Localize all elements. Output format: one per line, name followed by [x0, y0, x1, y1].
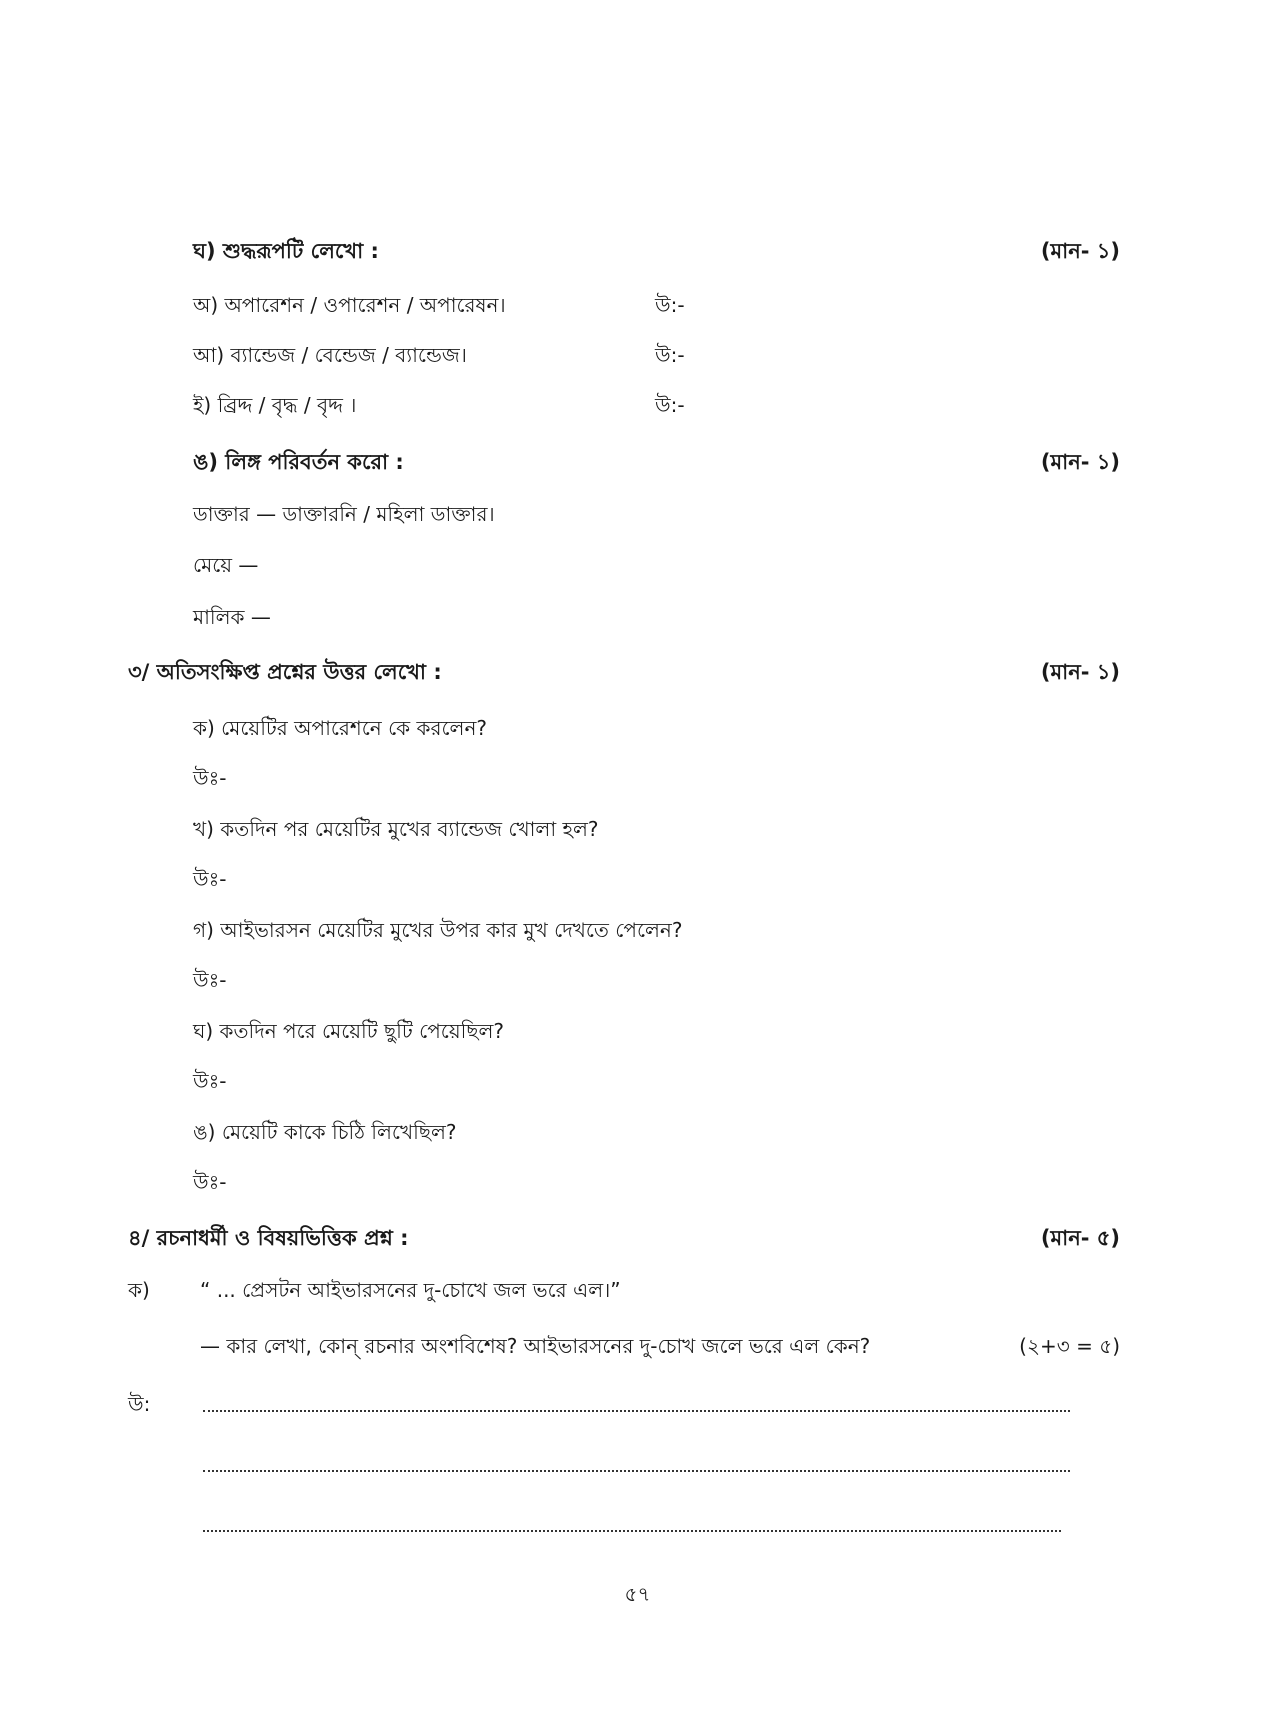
short-question-1: ক) মেয়েটির অপারেশনে কে করলেন?	[193, 716, 488, 740]
page-number: ৫৭	[624, 1582, 651, 1606]
section-gha-heading: ঘ) শুদ্ধরূপটি লেখো :	[193, 239, 379, 263]
short-question-4: ঘ) কতদিন পরে মেয়েটি ছুটি পেয়েছিল?	[193, 1019, 504, 1043]
answer-dotted-line-1[interactable]	[203, 1410, 1070, 1412]
short-answer-label-3: উঃ-	[193, 968, 227, 992]
short-answer-label-1: উঃ-	[193, 766, 227, 790]
essay-question-label: ক)	[128, 1278, 150, 1302]
spelling-question-2: আ) ব্যান্ডেজ / বেন্ডেজ / ব্যান্ডেজ।	[193, 343, 467, 367]
answer-dotted-line-2[interactable]	[203, 1470, 1070, 1472]
section-gha-marks: (মান- ১)	[1040, 239, 1120, 263]
short-answer-label-2: উঃ-	[193, 867, 227, 891]
short-question-5: ঙ) মেয়েটি কাকে চিঠি লিখেছিল?	[193, 1120, 457, 1144]
section-umo-heading: ঙ) লিঙ্গ পরিবর্তন করো :	[193, 450, 404, 474]
spelling-answer-label-1: উ:-	[655, 293, 685, 317]
gender-line-3: মালিক —	[193, 605, 271, 629]
essay-question-marks: (২+৩ = ৫)	[1019, 1334, 1120, 1358]
section-umo-marks: (মান- ১)	[1040, 450, 1120, 474]
spelling-answer-label-2: উ:-	[655, 343, 685, 367]
gender-line-1: ডাক্তার — ডাক্তারনি / মহিলা ডাক্তার।	[193, 502, 495, 526]
answer-dotted-line-3[interactable]	[203, 1530, 1061, 1532]
short-answer-label-4: উঃ-	[193, 1069, 227, 1093]
section-4-marks: (মান- ৫)	[1040, 1226, 1120, 1250]
short-answer-label-5: উঃ-	[193, 1170, 227, 1194]
essay-question: — কার লেখা, কোন্ রচনার অংশবিশেষ? আইভারসনের দু-চোখ জলে ভরে এল কেন?	[200, 1334, 871, 1358]
essay-quote: “ ... প্রেসটন আইভারসনের দু-চোখে জল ভরে এল।”	[200, 1278, 621, 1302]
section-3-heading: ৩/ অতিসংক্ষিপ্ত প্রশ্নের উত্তর লেখো :	[128, 660, 442, 684]
short-question-3: গ) আইভারসন মেয়েটির মুখের উপর কার মুখ দেখতে পেলেন?	[193, 918, 683, 942]
gender-line-2: মেয়ে —	[193, 553, 259, 577]
section-4-heading: ৪/ রচনাধর্মী ও বিষয়ভিত্তিক প্রশ্ন :	[128, 1226, 409, 1250]
section-3-marks: (মান- ১)	[1040, 660, 1120, 684]
spelling-answer-label-3: উ:-	[655, 393, 685, 417]
spelling-question-3: ই) ব্রিদ্দ / বৃদ্ধ / বৃদ্দ ।	[193, 393, 357, 417]
short-question-2: খ) কতদিন পর মেয়েটির মুখের ব্যান্ডেজ খোলা হল?	[193, 817, 599, 841]
spelling-question-1: অ) অপারেশন / ওপারেশন / অপারেষন।	[193, 293, 506, 317]
essay-answer-label: উ:	[128, 1392, 151, 1416]
